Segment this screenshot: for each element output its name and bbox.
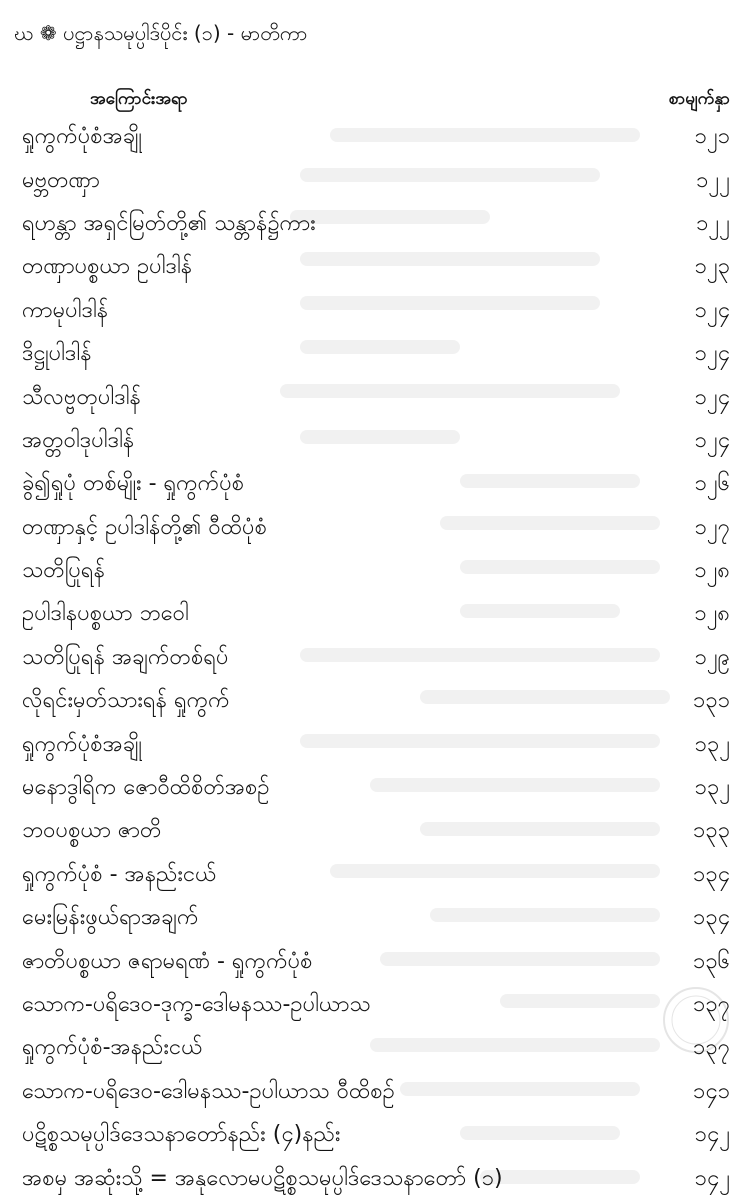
toc-entry-title: ရှုကွက်ပုံစံ - အနည်းငယ်	[22, 861, 217, 887]
toc-entry-page-number: ၁၃၆	[692, 948, 730, 974]
toc-entry	[22, 637, 730, 680]
toc-entry-page-number: ၁၂၇	[694, 514, 730, 540]
toc-entry	[22, 854, 730, 897]
toc-entry-title: မနောဒွါရိက ဇောဝီထိစိတ်အစဉ်	[22, 775, 270, 801]
toc-entry	[22, 723, 730, 766]
toc-entry-title: အတ္တဝါဒုပါဒါန်	[22, 427, 135, 453]
column-heading-page: စာမျက်နှာ	[668, 89, 730, 109]
toc-entry-page-number: ၁၂၂	[696, 167, 730, 193]
running-header: ဃ ❁ ပဋ္ဌာနသမုပ္ပါဒ်ပိုင်း (၁) - မာတိကာ	[14, 21, 308, 45]
toc-entry-title: သတိပြုရန် အချက်တစ်ရပ်	[22, 644, 229, 670]
toc-entry	[22, 420, 730, 463]
toc-entry-title: မဗ္ဘတဏှာ	[22, 167, 100, 193]
toc-entry	[22, 333, 730, 376]
toc-entry	[22, 767, 730, 810]
toc-entry-title: ကာမုပါဒါန်	[22, 297, 109, 323]
toc-entry-title: ရှုကွက်ပုံစံ-အနည်းငယ်	[22, 1035, 203, 1061]
toc-entry-page-number: ၁၂၄	[694, 341, 730, 367]
toc-entry-page-number: ၁၃၂	[694, 731, 730, 757]
toc-entry	[22, 940, 730, 983]
toc-entry	[22, 507, 730, 550]
toc-entry-page-number: ၁၂၆	[694, 471, 730, 497]
toc-entry	[22, 897, 730, 940]
toc-entry	[22, 376, 730, 419]
toc-entry-title: ရဟန္တာ အရှင်မြတ်တို့၏ သန္တာန်၌ကား	[22, 210, 316, 236]
toc-entry	[22, 680, 730, 723]
toc-entry-title: ရှုကွက်ပုံစံအချို့	[22, 124, 142, 150]
toc-entry	[22, 203, 730, 246]
toc-entry	[22, 810, 730, 853]
toc-entry-title: ခွဲ၍ရှုပုံ တစ်မျိုး - ရှုကွက်ပုံစံ	[22, 471, 245, 497]
toc-entry-page-number: ၁၂၁	[694, 124, 730, 150]
toc-entry	[22, 593, 730, 636]
toc-entry-title: မေးမြန်းဖွယ်ရာအချက်	[22, 905, 199, 931]
table-of-contents	[22, 116, 730, 1201]
toc-entry-page-number: ၁၂၈	[694, 558, 730, 584]
toc-entry-page-number: ၁၂၉	[694, 644, 730, 670]
toc-entry-page-number: ၁၃၇	[692, 1035, 730, 1061]
toc-entry-title: ရှုကွက်ပုံစံအချို့	[22, 731, 142, 757]
column-headings	[0, 88, 750, 118]
toc-entry-title: သတိပြုရန်	[22, 558, 105, 584]
toc-entry	[22, 116, 730, 159]
toc-entry-page-number: ၁၂၈	[694, 601, 730, 627]
toc-entry-page-number: ၁၃၂	[694, 775, 730, 801]
toc-entry	[22, 1114, 730, 1157]
toc-entry-title: ဘဝပစ္စယာ ဇာတိ	[22, 818, 162, 844]
toc-entry-title: ဒိဋ္ဌုပါဒါန်	[22, 341, 92, 367]
toc-entry-title: တဏှာနှင့် ဥပါဒါန်တို့၏ ဝီထိပုံစံ	[22, 514, 267, 540]
toc-entry-page-number: ၁၃၄	[692, 905, 730, 931]
toc-entry-title: ဇာတိပစ္စယာ ဇရာမရဏံ - ရှုကွက်ပုံစံ	[22, 948, 313, 974]
toc-entry-page-number: ၁၄၁	[692, 1078, 730, 1104]
toc-entry-page-number: ၁၃၃	[692, 818, 730, 844]
toc-entry-page-number: ၁၂၄	[694, 297, 730, 323]
toc-entry-page-number: ၁၂၄	[694, 427, 730, 453]
toc-entry-page-number: ၁၂၃	[694, 254, 730, 280]
column-heading-contents: အကြောင်းအရာ	[90, 89, 188, 109]
toc-entry-page-number: ၁၄၂	[694, 1165, 730, 1191]
toc-entry	[22, 984, 730, 1027]
toc-entry-page-number: ၁၂၄	[694, 384, 730, 410]
toc-entry-title: တဏှာပစ္စယာ ဥပါဒါန်	[22, 254, 193, 280]
toc-entry-title: သောက-ပရိဒေဝ-ဒုက္ခ-ဒေါမနဿ-ဥပါယာသ	[22, 992, 371, 1017]
toc-entry-title: သီလဗ္ဗတုပါဒါန်	[22, 384, 141, 410]
toc-entry-page-number: ၁၄၂	[694, 1122, 730, 1148]
toc-entry-page-number: ၁၃၄	[692, 861, 730, 887]
toc-entry	[22, 290, 730, 333]
toc-entry	[22, 159, 730, 202]
toc-entry	[22, 1071, 730, 1114]
toc-entry	[22, 1027, 730, 1070]
toc-entry-title: လိုရင်းမှတ်သားရန် ရှုကွက်	[22, 688, 230, 714]
toc-entry-title: ပဋိစ္စသမုပ္ပါဒ်ဒေသနာတော်နည်း (၄)နည်း	[22, 1122, 341, 1148]
toc-entry	[22, 550, 730, 593]
toc-entry	[22, 1157, 730, 1200]
toc-entry-title: အစမှ အဆုံးသို့ = အနုလောမပဋိစ္စသမုပ္ပါဒ်ဒေသနာတော် (၁)	[22, 1165, 503, 1191]
toc-entry-page-number: ၁၂၂	[696, 210, 730, 236]
toc-entry	[22, 463, 730, 506]
toc-entry-title: ဥပါဒါနပစ္စယာ ဘဝေါ	[22, 601, 189, 627]
toc-entry-page-number: ၁၃၁	[692, 688, 730, 714]
toc-entry-page-number: ၁၃၇	[692, 992, 730, 1017]
toc-entry-title: သောက-ပရိဒေဝ-ဒေါမနဿ-ဥပါယာသ ဝီထိစဉ်	[22, 1078, 395, 1104]
toc-entry	[22, 246, 730, 289]
